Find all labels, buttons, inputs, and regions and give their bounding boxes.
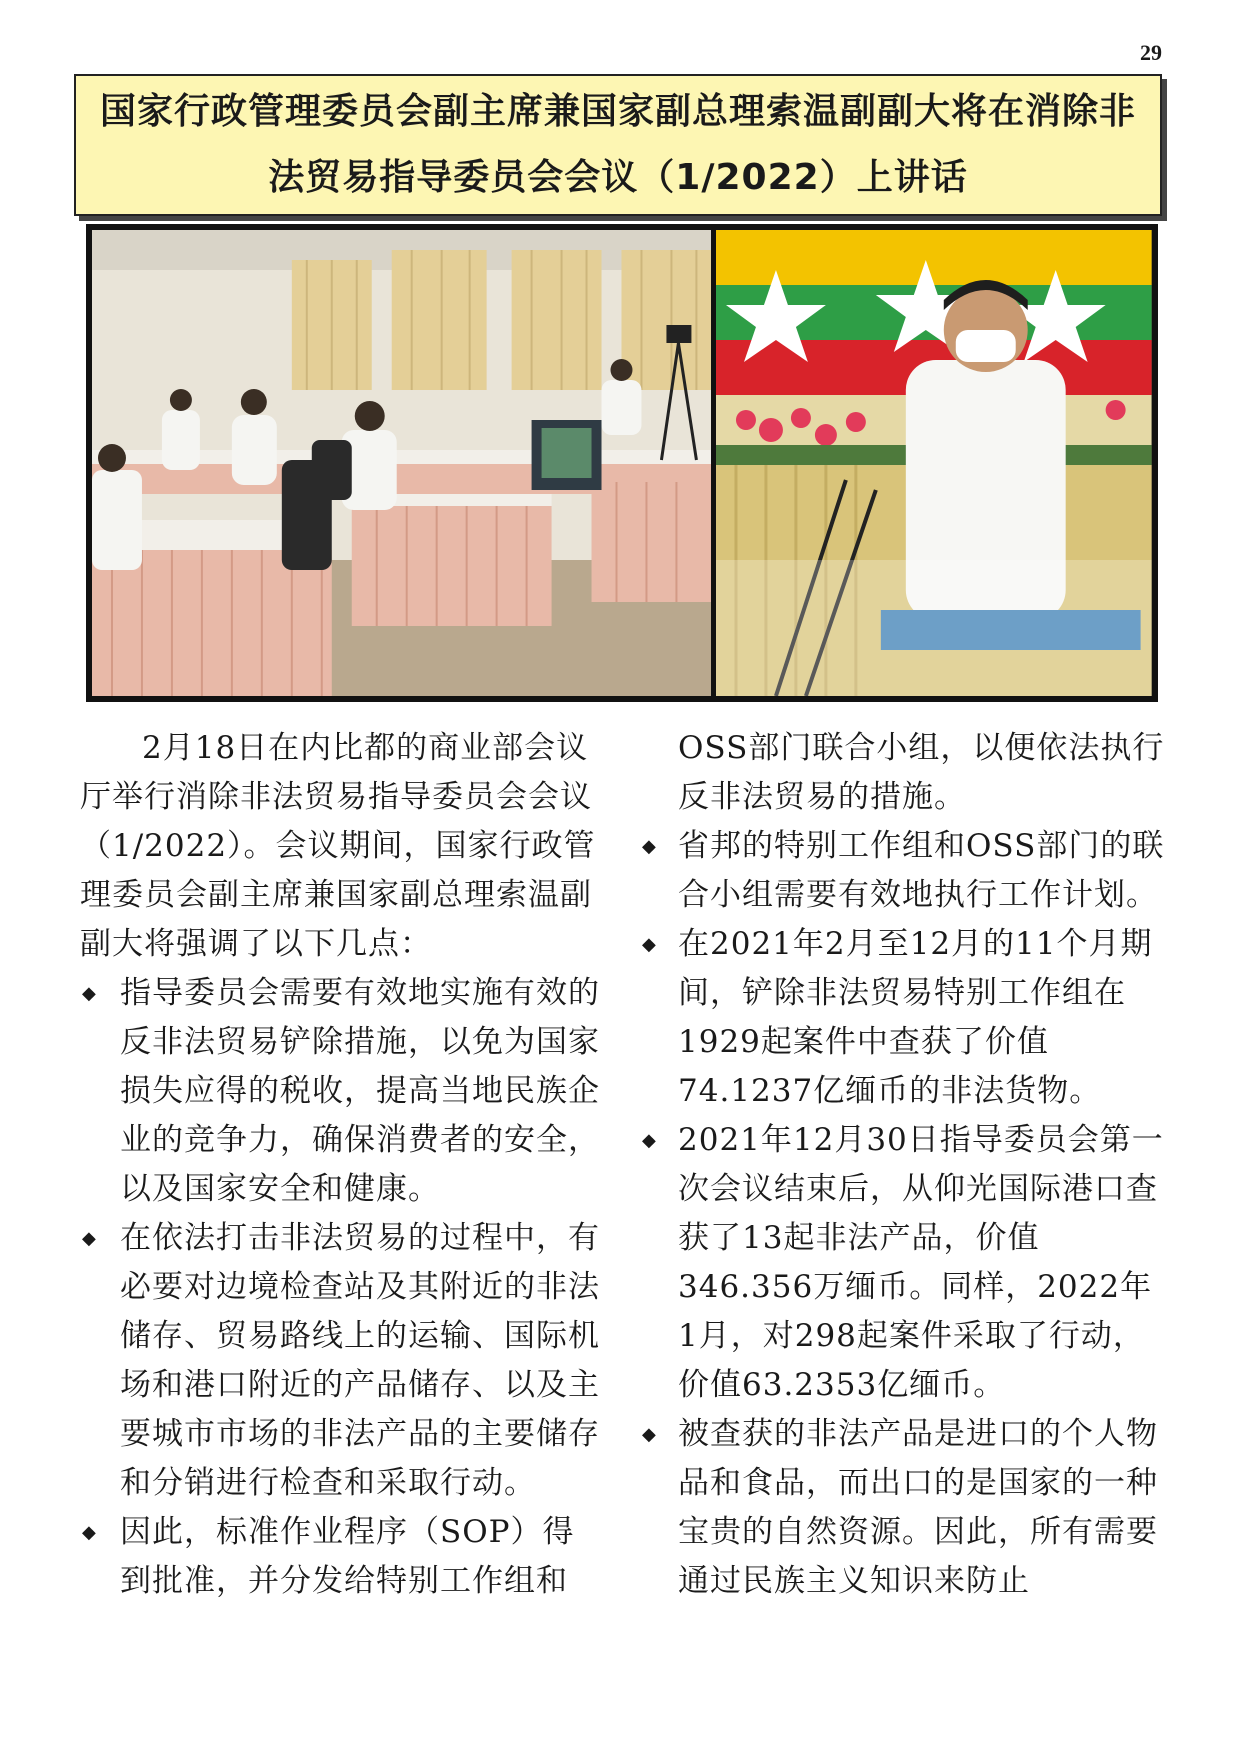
list-item-text: 2021年12月30日指导委员会第一次会议结束后，从仰光国际港口查获了13起非法产品，价值346.356万缅币。同样，2022年1月，对298起案件采取了行动，价值63.2353亿缅币。 — [678, 1122, 1164, 1403]
list-item — [80, 1214, 602, 1508]
list-item-text: 在依法打击非法贸易的过程中，有必要对边境检查站及其附近的非法储存、贸易路线上的运输、国际机场和港口附近的产品储存、以及主要城市市场的非法产品的主要储存和分销进行检查和采取行动。 — [120, 1220, 600, 1501]
speaker-photo — [716, 230, 1152, 696]
bullet-icon: ◆ — [642, 1424, 657, 1445]
left-column — [80, 724, 602, 1606]
list-item — [80, 969, 602, 1214]
page-number: 29 — [1140, 40, 1162, 65]
list-item — [642, 920, 1168, 1116]
bullet-icon: ◆ — [642, 934, 657, 955]
bullet-icon: ◆ — [642, 836, 657, 857]
list-item-text: 因此，标准作业程序（SOP）得到批准，并分发给特别工作组和 — [120, 1514, 575, 1599]
list-item-text: 被查获的非法产品是进口的个人物品和食品，而出口的是国家的一种宝贵的自然资源。因此，所有需要通过民族主义知识来防止 — [678, 1416, 1158, 1599]
list-item — [642, 1410, 1168, 1606]
list-item-text: 指导委员会需要有效地实施有效的反非法贸易铲除措施，以免为国家损失应得的税收，提高当地民族企业的竞争力，确保消费者的安全，以及国家安全和健康。 — [120, 975, 600, 1207]
list-item-continuation — [648, 724, 1168, 822]
bullet-icon: ◆ — [82, 1522, 97, 1543]
list-item — [80, 1508, 602, 1606]
list-item-text: 省邦的特别工作组和OSS部门的联合小组需要有效地执行工作计划。 — [678, 828, 1165, 913]
list-item-text: OSS部门联合小组，以便依法执行反非法贸易的措施。 — [678, 730, 1165, 815]
meeting-hall-photo — [92, 230, 711, 696]
bullet-icon: ◆ — [642, 1130, 657, 1151]
title-line-1: 国家行政管理委员会副主席兼国家副总理索温副副大将在消除非 — [99, 91, 1136, 132]
list-item-text: 在2021年2月至12月的11个月期间，铲除非法贸易特别工作组在1929起案件中查获了价值74.1237亿缅币的非法货物。 — [678, 926, 1153, 1109]
list-item — [642, 1116, 1168, 1410]
intro-paragraph: 2月18日在内比都的商业部会议厅举行消除非法贸易指导委员会会议（1/2022）。会议期间，国家行政管理委员会副主席兼国家副总理索温副副大将强调了以下几点： — [80, 730, 596, 962]
photo-frame — [86, 224, 1158, 702]
right-column — [642, 724, 1168, 1606]
title-line-2: 法贸易指导委员会会议（1/2022）上讲话 — [268, 157, 968, 198]
list-item — [642, 822, 1168, 920]
bullet-icon: ◆ — [82, 1228, 97, 1249]
bullet-icon: ◆ — [82, 983, 97, 1004]
article-title-box — [74, 74, 1162, 216]
